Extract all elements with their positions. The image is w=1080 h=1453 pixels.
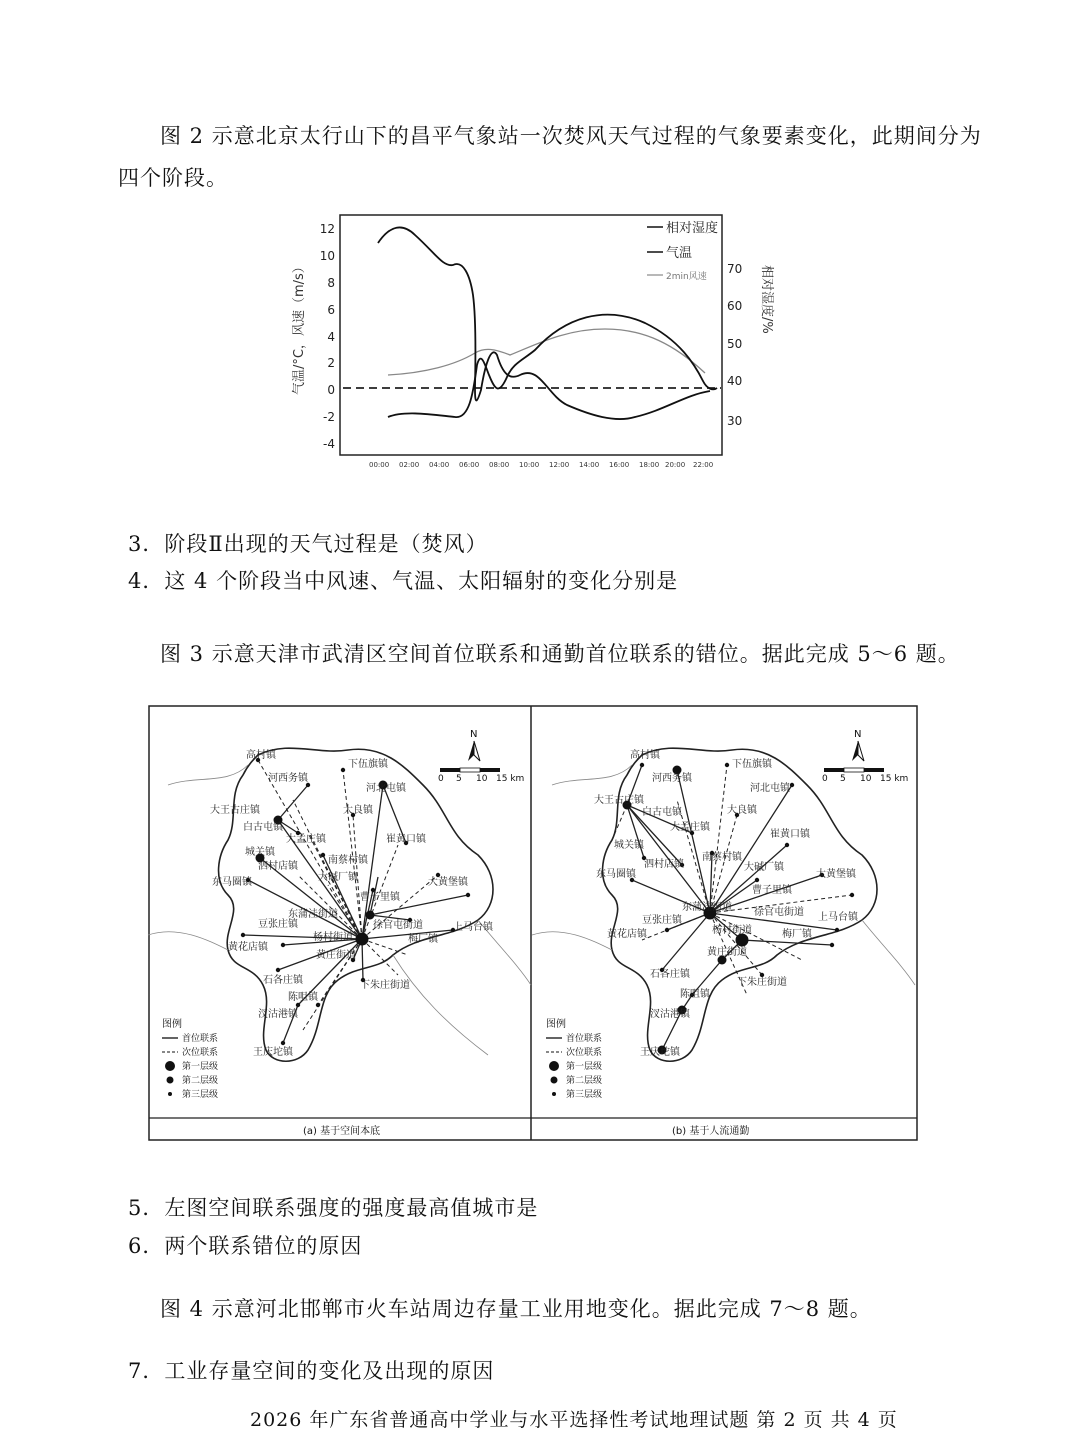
legend-tier3: 第三层级 (182, 1090, 219, 1100)
town-label: 大孟庄镇 (670, 822, 710, 833)
town-label: 东蒲洼街道 (288, 909, 338, 920)
node-tier3 (830, 943, 834, 947)
town-label: 崔黄口镇 (770, 829, 810, 840)
right-tick: 70 (727, 262, 743, 276)
town-label: 下伍旗镇 (348, 759, 388, 770)
scale-0: 0 (822, 774, 828, 784)
node-tier3 (316, 1003, 320, 1007)
town-label: 曹子里镇 (360, 892, 400, 903)
node-tier3 (665, 928, 669, 932)
town-label: 黄花店镇 (607, 929, 647, 940)
page-footer: 2026 年广东省普通高中学业与水平选择性考试地理试题 第 2 页 共 4 页 (250, 1409, 898, 1431)
left-tick: 6 (327, 303, 335, 317)
legend-tier2: 第二层级 (182, 1076, 219, 1086)
town-label: 白古屯镇 (642, 807, 682, 818)
caption-a: (a) 基于空间本底 (303, 1126, 381, 1137)
fig3-intro: 图 3 示意天津市武清区空间首位联系和通勤首位联系的错位。据此完成 5～6 题。 (160, 642, 960, 666)
question-4 (128, 565, 678, 595)
north-label: N (470, 729, 478, 740)
fig3-wuqing-maps (148, 705, 918, 1142)
node-tier3 (321, 853, 325, 857)
legend-humidity: 相对湿度 (666, 221, 719, 236)
town-label: 汊沽港镇 (650, 1009, 690, 1020)
question-number: 7． (128, 1359, 165, 1383)
town-label: 东马圈镇 (596, 869, 636, 880)
town-label: 石各庄镇 (263, 975, 303, 986)
town-label: 王庆坨镇 (253, 1047, 293, 1058)
legend-tier1: 第一层级 (566, 1062, 603, 1072)
node-tier3 (281, 943, 285, 947)
question-3 (128, 528, 488, 558)
node-tier3 (341, 768, 345, 772)
node-tier3 (725, 763, 729, 767)
town-label: 大良镇 (343, 805, 373, 816)
humidity-line (378, 227, 710, 419)
right-tick: 60 (727, 299, 743, 313)
town-label: 大王古庄镇 (210, 805, 260, 816)
town-label: 大良镇 (727, 805, 757, 816)
right-tick: 50 (727, 337, 743, 351)
town-label: 豆张庄镇 (642, 915, 682, 926)
left-tick: 12 (319, 222, 335, 236)
x-tick: 06:00 (459, 461, 480, 469)
node-tier1 (356, 933, 369, 946)
town-label: 陈咀镇 (680, 989, 710, 1000)
town-label: 崔黄口镇 (386, 834, 426, 845)
town-label: 东蒲洼街道 (682, 902, 732, 913)
town-label: 下朱庄街道 (360, 980, 410, 991)
node-tier3 (785, 843, 789, 847)
legend-tier1: 第一层级 (182, 1062, 219, 1072)
x-tick: 16:00 (609, 461, 630, 469)
right-tick: 30 (727, 414, 743, 428)
town-label: 陈咀镇 (288, 992, 318, 1003)
left-tick: 2 (327, 356, 335, 370)
scale-10: 10 (476, 774, 488, 784)
town-label: 下朱庄街道 (737, 977, 787, 988)
town-label: 杨村街道 (712, 925, 752, 936)
question-number: 6． (128, 1234, 165, 1258)
node-tier3 (850, 893, 854, 897)
question-number: 4． (128, 569, 165, 593)
fig2-intro-line2: 四个阶段。 (118, 166, 228, 190)
x-tick: 10:00 (519, 461, 540, 469)
town-label: 高村镇 (246, 750, 276, 761)
town-label: 徐官屯街道 (373, 920, 423, 931)
question-text: 两个联系错位的原因 (164, 1234, 363, 1258)
town-label: 城关镇 (245, 847, 275, 858)
legend-temperature: 气温 (666, 246, 693, 261)
legend-tier3: 第三层级 (566, 1090, 603, 1100)
legend-title: 图例 (162, 1019, 182, 1030)
x-tick: 08:00 (489, 461, 510, 469)
town-label: 泗村店镇 (644, 859, 684, 870)
town-label: 汊沽港镇 (258, 1009, 298, 1020)
legend-primary-link: 首位联系 (182, 1034, 219, 1044)
question-text: 阶段Ⅱ出现的天气过程是（焚风） (164, 532, 488, 556)
town-label: 大王古庄镇 (594, 795, 644, 806)
x-tick: 04:00 (429, 461, 450, 469)
town-label: 南蔡村镇 (328, 855, 368, 866)
right-axis (727, 262, 742, 428)
legend-secondary-link: 次位联系 (566, 1048, 603, 1058)
town-label: 黄花店镇 (228, 942, 268, 953)
north-label: N (854, 729, 862, 740)
scale-5: 5 (456, 774, 462, 784)
x-axis (369, 461, 713, 469)
town-label: 东马圈镇 (212, 877, 252, 888)
legend-primary-link: 首位联系 (566, 1034, 603, 1044)
town-label: 大碱厂镇 (318, 872, 358, 883)
x-tick: 18:00 (639, 461, 660, 469)
wind-speed-line (388, 329, 705, 375)
town-label: 石各庄镇 (650, 969, 690, 980)
town-label: 梅厂镇 (408, 934, 438, 945)
town-label: 徐官屯街道 (754, 907, 804, 918)
town-label: 泗村店镇 (258, 861, 298, 872)
scale-0: 0 (438, 774, 444, 784)
node-tier3 (640, 763, 644, 767)
town-label: 梅厂镇 (782, 929, 812, 940)
question-number: 5． (128, 1196, 165, 1220)
node-tier3 (790, 783, 794, 787)
town-label: 大碱厂镇 (744, 862, 784, 873)
left-axis (320, 222, 335, 451)
x-tick: 22:00 (693, 461, 714, 469)
node-tier3 (296, 1003, 300, 1007)
question-5 (128, 1192, 538, 1222)
x-tick: 14:00 (579, 461, 600, 469)
left-tick: 0 (327, 383, 335, 397)
fig4-intro: 图 4 示意河北邯郸市火车站周边存量工业用地变化。据此完成 7～8 题。 (160, 1297, 872, 1321)
question-text: 这 4 个阶段当中风速、气温、太阳辐射的变化分别是 (164, 569, 679, 593)
node-tier2 (366, 911, 375, 920)
town-label: 下伍旗镇 (732, 759, 772, 770)
town-label: 王庆坨镇 (640, 1047, 680, 1058)
town-label: 上马台镇 (453, 922, 493, 933)
legend-wind: 2min风速 (666, 272, 707, 282)
question-text: 左图空间联系强度的强度最高值城市是 (164, 1196, 539, 1220)
node-tier3 (281, 1041, 285, 1045)
legend-tier2: 第二层级 (566, 1076, 603, 1086)
left-tick: -4 (323, 437, 335, 451)
scale-10: 10 (860, 774, 872, 784)
legend-secondary-link: 次位联系 (182, 1048, 219, 1058)
town-label: 河北屯镇 (366, 783, 406, 794)
left-tick: 8 (327, 276, 335, 290)
node-tier3 (466, 893, 470, 897)
town-label: 高村镇 (630, 750, 660, 761)
node-tier3 (755, 878, 759, 882)
x-tick: 20:00 (665, 461, 686, 469)
left-tick: 4 (327, 330, 335, 344)
town-label: 豆张庄镇 (258, 919, 298, 930)
scale-15: 15 km (880, 774, 909, 784)
town-label: 黄庄街道 (316, 950, 356, 961)
town-label: 河西务镇 (652, 773, 692, 784)
left-tick: -2 (323, 410, 335, 424)
caption-b: (b) 基于人流通勤 (672, 1126, 750, 1137)
town-label: 河北屯镇 (750, 783, 790, 794)
scale-15: 15 km (496, 774, 525, 784)
town-label: 河西务镇 (268, 773, 308, 784)
right-axis-title: 相对湿度/% (759, 265, 774, 334)
left-axis-title: 气温/°C，风速（m/s） (292, 260, 307, 395)
node-tier3 (835, 928, 839, 932)
town-label: 大孟庄镇 (286, 834, 326, 845)
town-label: 白古屯镇 (243, 822, 283, 833)
fig2-weather-chart (285, 205, 774, 475)
legend-title: 图例 (546, 1019, 566, 1030)
node-tier3 (276, 968, 280, 972)
node-tier3 (241, 933, 245, 937)
town-label: 大黄堡镇 (428, 877, 468, 888)
fig2-intro-line1: 图 2 示意北京太行山下的昌平气象站一次焚风天气过程的气象要素变化，此期间分为 (160, 124, 982, 148)
town-label: 南蔡村镇 (702, 852, 742, 863)
scale-5: 5 (840, 774, 846, 784)
town-label: 上马台镇 (818, 912, 858, 923)
x-tick: 02:00 (399, 461, 420, 469)
question-text: 工业存量空间的变化及出现的原因 (164, 1359, 495, 1383)
town-label: 城关镇 (614, 840, 644, 851)
right-tick: 40 (727, 374, 743, 388)
question-7 (128, 1355, 494, 1385)
question-6 (128, 1230, 362, 1260)
temperature-line (388, 315, 717, 417)
x-tick: 12:00 (549, 461, 570, 469)
town-label: 杨村街道 (313, 932, 353, 943)
x-tick: 00:00 (369, 461, 390, 469)
town-label: 曹子里镇 (752, 885, 792, 896)
town-label: 大黄堡镇 (816, 869, 856, 880)
left-tick: 10 (319, 249, 335, 263)
question-number: 3． (128, 532, 165, 556)
town-label: 黄庄街道 (707, 947, 747, 958)
chart-legend (647, 220, 718, 282)
